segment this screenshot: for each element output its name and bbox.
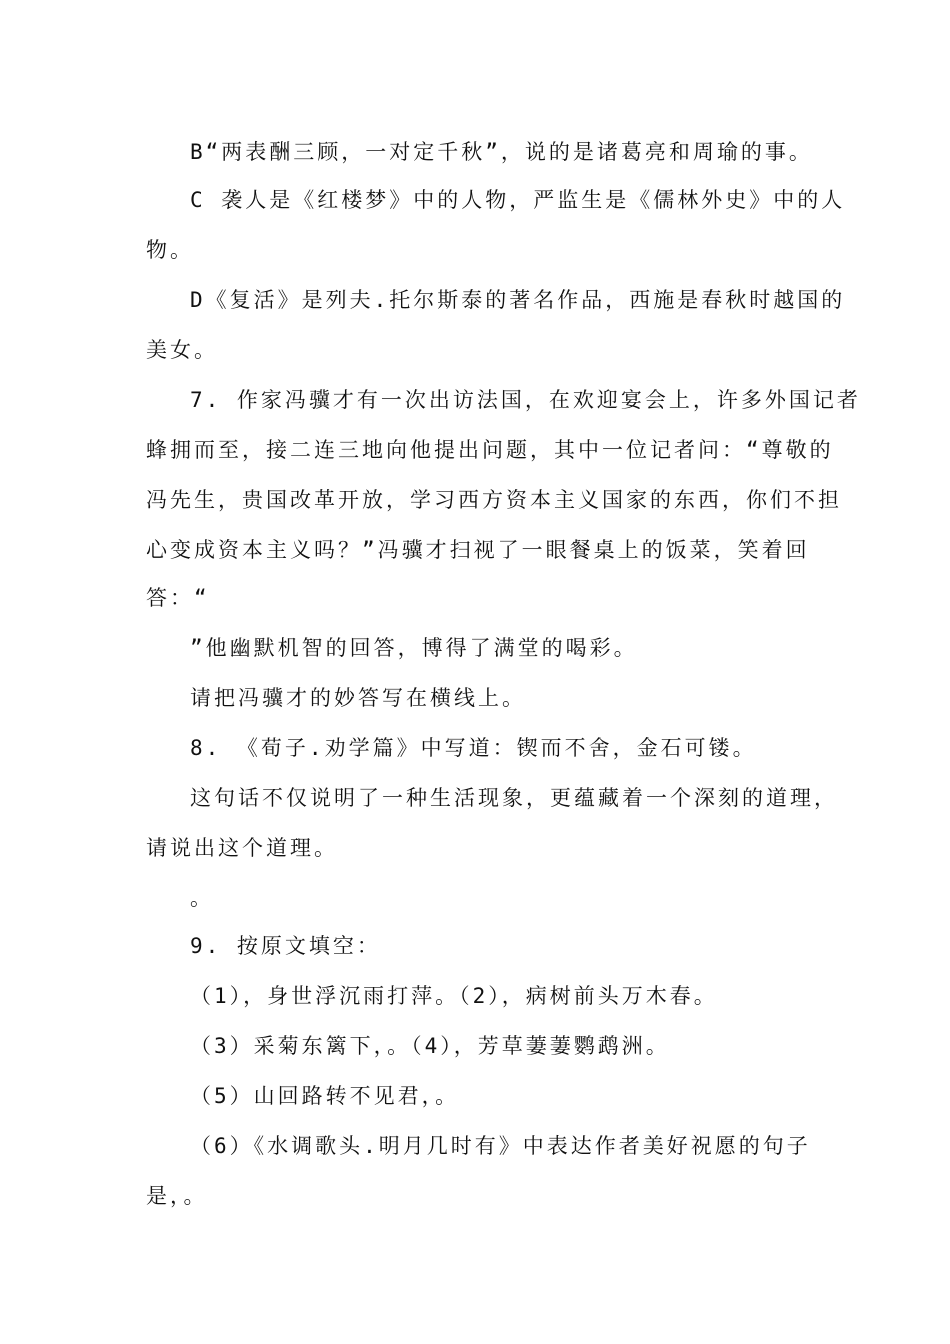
question-7-line-5: 答：“: [146, 586, 210, 610]
question-8-line-3: 请说出这个道理。: [146, 836, 338, 860]
question-8-answer-end: 。: [190, 886, 214, 910]
question-7-line-6: ”他幽默机智的回答，博得了满堂的喝彩。: [190, 636, 638, 660]
question-9-item-5: （5）山回路转不见君，。: [190, 1084, 460, 1108]
question-7-line-1: 7. 作家冯骥才有一次出访法国，在欢迎宴会上，许多外国记者: [190, 388, 861, 412]
question-9-item-1-2: （1），身世浮沉雨打萍。（2），病树前头万木春。: [190, 984, 718, 1008]
option-d-line-2: 美女。: [146, 338, 218, 362]
question-8-line-1: 8. 《荀子.劝学篇》中写道：锲而不舍，金石可镂。: [190, 736, 757, 760]
option-c-line-2: 物。: [146, 238, 194, 262]
option-b-line: B“两表酬三顾，一对定千秋”，说的是诸葛亮和周瑜的事。: [190, 140, 813, 164]
option-c-line-1: C 袭人是《红楼梦》中的人物，严监生是《儒林外史》中的人: [190, 188, 846, 212]
question-7-line-3: 冯先生，贵国改革开放，学习西方资本主义国家的东西，你们不担: [146, 488, 842, 512]
question-9-item-6-line-2: 是，。: [146, 1184, 208, 1208]
question-9-item-6-line-1: （6）《水调歌头.明月几时有》中表达作者美好祝愿的句子: [190, 1134, 811, 1158]
question-9-heading: 9. 按原文填空：: [190, 934, 381, 958]
question-7-line-2: 蜂拥而至，接二连三地向他提出问题，其中一位记者问：“尊敬的: [146, 438, 834, 462]
question-8-line-2: 这句话不仅说明了一种生活现象，更蕴藏着一个深刻的道理，: [190, 786, 838, 810]
option-d-line-1: D《复活》是列夫.托尔斯泰的著名作品，西施是春秋时越国的: [190, 288, 846, 312]
question-7-line-4: 心变成资本主义吗？”冯骥才扫视了一眼餐桌上的饭菜，笑着回: [146, 538, 810, 562]
question-7-instruction: 请把冯骥才的妙答写在横线上。: [190, 686, 526, 710]
question-9-item-3-4: （3）采菊东篱下，。（4），芳草萋萋鹦鹉洲。: [190, 1034, 670, 1058]
